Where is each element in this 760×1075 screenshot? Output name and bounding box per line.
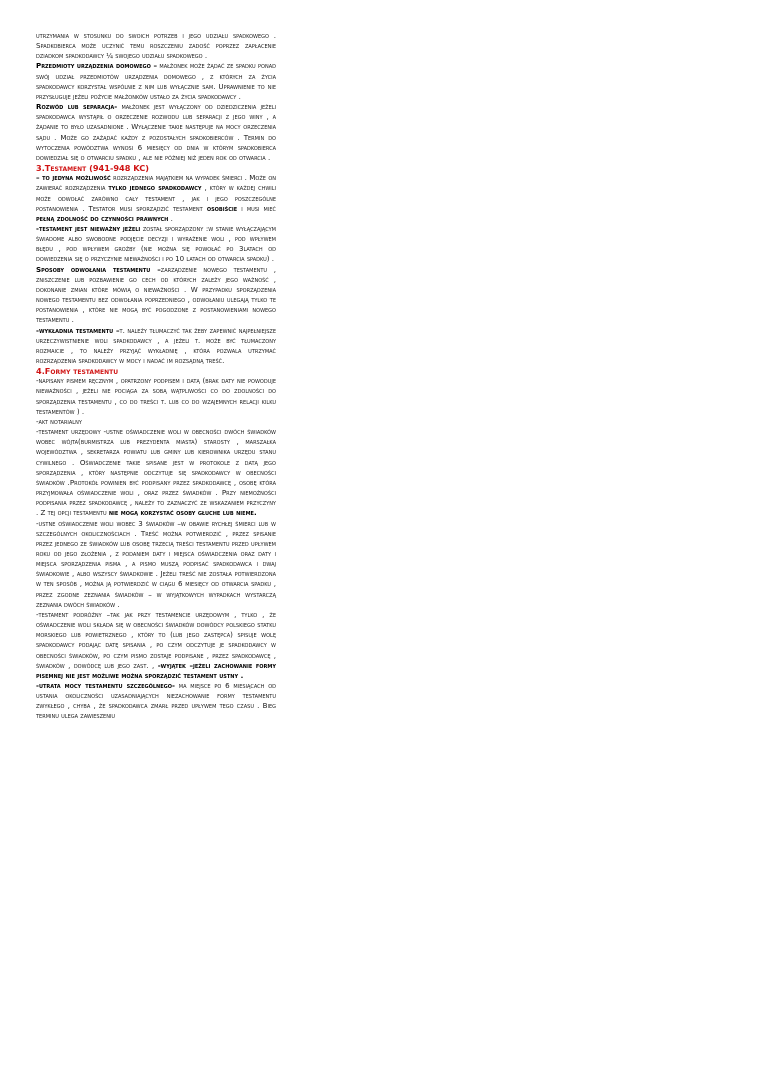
- text-utrata: ma miejsce po 6 miesiącach od ustania okoliczności uzasadniających niezachowanie formy testamentu zwykłego , chyba , że spadkodawca zmarł przed upływem tego czasu . Bieg terminu ulega zawieszeniu: [36, 681, 276, 721]
- term-rozwod: Rozwód lub separacja-: [36, 102, 118, 112]
- text-rozwod: małżonek jest wyłączony od dziedziczenia jeżeli spadkodawca wystąpił o orzeczenie rozwodu lub separacji z jego winy , a żądanie to było uzasadnione . Wyłączenie takie następuje na mocy orzeczenia sądu . Może go zażądać każdy z pozostałych spadkobierców . Termin do wytoczenia powództwa wynosi 6 miesięcy od dnia w którym spadkobierca dowiedział się o otwarciu spadku , ale nie później niż jeden rok od otwarcia .: [36, 102, 276, 162]
- text-1: rozrządzenia majątkiem na wypadek śmierci . Może on zawierać rozrządzenia: [36, 173, 276, 193]
- paragraph-holograficzny: -napisany pismem ręcznym , opatrzony podpisem i datą (brak daty nie powoduje nieważności , jeżeli nie pociąga za sobą wątpliwości co do zdolności do sporządzenia testamentu , co do treści t. lub co do wzajemnych relacji kilku testamentów ) .: [36, 376, 276, 416]
- text-2: , który w każdej chwili może odwołać zarówno cały testament , jak i jego poszczególne postanowienia . Testator musi sporządzić testament: [36, 183, 277, 213]
- term-wyjatek: -wyjątek –jeżeli zachowanie formy pisemnej nie jest możliwe można sporządzić testament ustny .: [36, 660, 276, 680]
- paragraph-podrozny: [36, 610, 276, 681]
- term-utrata: -utrata mocy testamentu szczególnego-: [36, 681, 175, 690]
- paragraph-ustny: -ustne oświadczenie woli wobec 3 świadków –w obawie rychłej śmierci lub w szczególnych okolicznościach . Treść można potwierdzić , przez spisanie przez jednego ze świadków lub osobę trzecią treści testamentu przed upływem roku od jego złożenia , z podaniem daty i miejsca oświadczenia oraz daty i miejsca sporządzenia pisma , a pismo muszą podpisać spadkodawca i dwaj świadkowie , albo wszyscy świadkowie . Jeżeli treść nie została potwierdzona w ten sposób , można ją potwierdzić w ciągu 6 miesięcy od otwarcia spadku , przez zgodne zeznania świadków – w wyjątkowych wypadkach wystarczą zeznania dwóch świadków .: [36, 518, 276, 609]
- text-4: .: [168, 213, 173, 223]
- text-wykladnia: t. należy tłumaczyć tak żeby zapewnić najpełniejsze urzeczywistnienie woli spadkodawcy , a jeżeli t. może być tłumaczony rozmaicie , to należy przyjąć wykładnię , która pozwala utrzymać rozrządzenia spadkodawcy w mocy i nadać im rozsądną treść.: [36, 325, 277, 365]
- term-glusi: nie mogą korzystać osoby głuche lub nieme.: [108, 508, 257, 518]
- dash: – to: [36, 173, 53, 183]
- paragraph-niewaznosc: [36, 224, 276, 265]
- paragraph-odwolanie: [36, 265, 276, 326]
- text-niewazny: został sporządzony :w stanie wyłączającym świadome albo swobodne podjęcie decyzji i wyrażenie woli , pod wpływem błędu , pod wpływem groźby (nie można się powołać po 3latach od dowiedzenia się o przyczynie nieważności i po 10 latach od otwarcia spadku) .: [36, 223, 276, 264]
- paragraph-urzedowy: [36, 427, 276, 518]
- document-column: [36, 31, 276, 722]
- paragraph-przedmioty-urzadzenia: [36, 61, 276, 102]
- term-wykladnia: -wykładnia testamentu –: [36, 325, 120, 335]
- text-odwolanie: zarządzenie nowego testamentu , zniszczenie lub pozbawienie go cech od których zależy jego ważność , dokonanie zmian które mówią o nieważności . W przypadku sporządzenia nowego testamentu bez odwołania poprzedniego , odwołaniu ulegają tylko te postanowienia , które nie mogą być pogodzone z postanowieniami nowego testamentu .: [36, 264, 276, 325]
- term-osobiscie: osobiście: [206, 203, 238, 213]
- text-przedmioty: małżonek może żądać ze spadku ponad swój udział przedmiotów urządzenia domowego , z których za życia spadkodawcy korzystał wspólnie z nim lub wyłącznie sam. Uprawnienie to nie przysługuje jeżeli pożycie małżonków ustało za życia spadkodawcy .: [36, 61, 276, 101]
- paragraph-wykladnia: [36, 326, 276, 367]
- paragraph-rozwod: [36, 102, 276, 163]
- heading-testament: 3.Testament (941-948 KC): [36, 163, 150, 174]
- term-zdolnosc: pełną zdolność do czynności prawnych: [36, 213, 169, 223]
- paragraph-utrata-mocy: [36, 681, 276, 722]
- term-odwolanie: Sposoby odwołania testamentu –: [36, 264, 161, 274]
- text-urzedowy: -testament urzędowy -ustne oświadczenie woli w obecności dwóch świadków wobec wójta(burmistrza lub prezydenta miasta) starosty , marszałka województwa , sekretarza powiatu lub gminy lub kierownika urzędu stanu cywilnego . Oświadczenie takie spisane jest w protokole z datą jego sporządzenia , który następnie odczytuje się spadkodawcy w obecności świadków .Protokół powinien być podpisany przez spadkodawcę , osobę która przyjmowała oświadczenie woli , oraz przez świadków . Przy niemożności podpisania przez spadkodawcę , należy to zaznaczyć ze wskazaniem przyczyny . Z tej opcji testamentu: [36, 427, 276, 518]
- heading-formy: 4.Formy testamentu: [36, 366, 119, 377]
- term-przedmioty: Przedmioty urządzenia domowego –: [36, 61, 158, 71]
- text-podrozny: -testament podróżny –tak jak przy testamencie urzędowym , tylko , że oświadczenie woli składa się w obecności świadków dowódcy polskiego statku morskiego lub powietrznego , który to (lub jego zastępca) spisuje wolę spadkodawcy podając datę spisania , po czym odczytuje je spadkodawcy w obecności świadków, po czym pismo zostaje podpisane , przez spadkodawcę , świadków , dowódcę lub jego zast. ,: [36, 609, 276, 670]
- text-3: i musi mieć: [237, 203, 276, 213]
- paragraph-testament-def: [36, 173, 276, 224]
- term-jedyna-mozliwosc: jedyna możliwość: [52, 173, 111, 183]
- paragraph-zachowek-dziadkow: utrzymania w stosunku do swoich potrzeb i jego udziału spadkowego . Spadkobierca może uczynić temu roszczeniu zadość poprzez zapłacenie dziadkom spadkodawcy ¼ swojego udziału spadkowego .: [36, 31, 276, 61]
- paragraph-akt-notarialny: -akt notarialny: [36, 416, 82, 426]
- term-tylko-jednego: tylko jednego spadkodawcy: [108, 183, 202, 193]
- term-niewazny: -testament jest nieważny jeżeli: [36, 223, 141, 233]
